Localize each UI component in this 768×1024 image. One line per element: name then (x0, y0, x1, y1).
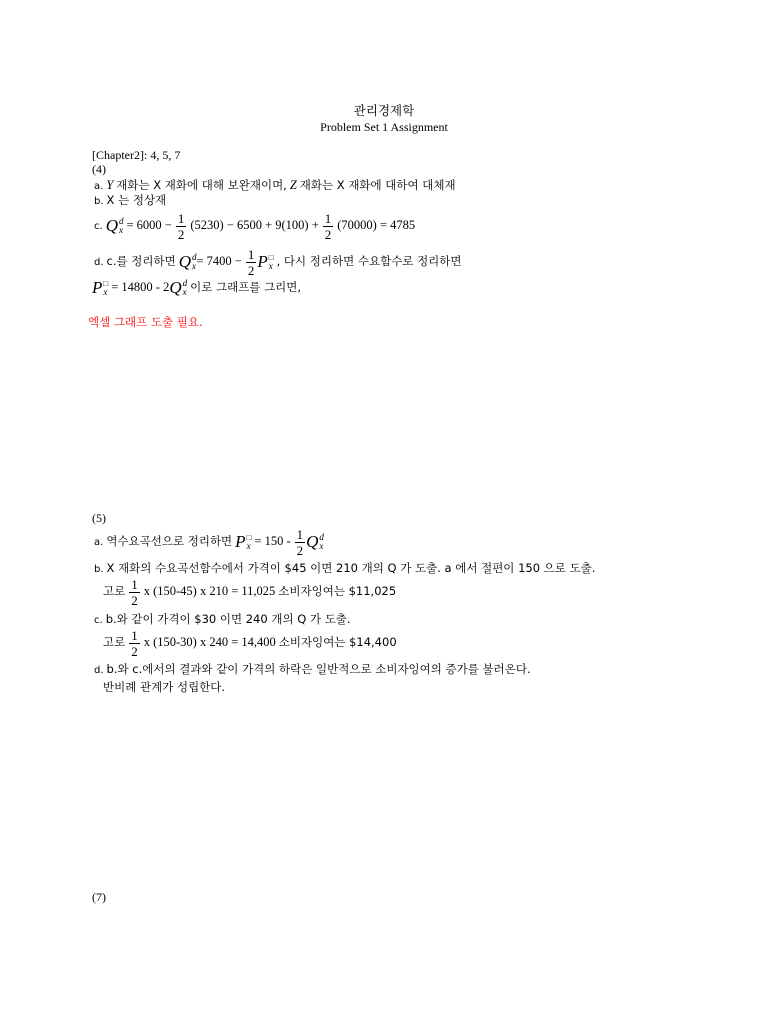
item-prefix: b. (94, 564, 104, 575)
problem-5-answer-d-continued: 반비례 관계가 성립한다. (103, 680, 226, 694)
answer-text: 역수요곡선으로 정리하면 (106, 534, 233, 548)
answer-text: 고로 (103, 635, 126, 649)
symbol-scripts (119, 217, 124, 235)
symbol-subscript: x (182, 287, 187, 298)
answer-text: 소비자잉여는 $11,025 (278, 584, 397, 598)
equation-text: = 150 - (254, 534, 291, 548)
fraction-denominator: 2 (296, 542, 304, 558)
item-prefix: a. (94, 181, 104, 192)
price-symbol (92, 279, 108, 297)
problem-4-answer-d (94, 246, 462, 278)
symbol-base: Q (178, 252, 191, 272)
problem-5-answer-a (94, 526, 324, 558)
answer-text: c.를 정리하면 (106, 254, 176, 268)
document-subtitle: Problem Set 1 Assignment (320, 120, 448, 134)
equation-text: x (150-45) x 210 = 11,025 (143, 584, 276, 598)
problem-5-answer-c-calculation (103, 627, 397, 658)
answer-text: b.와 c.에서의 결과와 같이 가격의 하락은 일반적으로 소비자잉여의 증가를 불러온다. (106, 662, 531, 676)
symbol-superscript: □ (103, 279, 109, 289)
symbol-superscript: □ (268, 253, 274, 263)
equation-text: = 7400 − (196, 254, 242, 268)
fraction-one-half (129, 629, 140, 658)
symbol-base: P (235, 532, 246, 552)
symbol-base: Q (105, 216, 118, 236)
fraction-denominator: 2 (131, 592, 138, 608)
price-symbol (235, 533, 251, 551)
problem-5-answer-d (94, 662, 531, 678)
item-prefix: d. (94, 257, 104, 268)
answer-text: 이로 그래프를 그리면, (190, 280, 302, 294)
equation-text: = 14800 - 2 (111, 280, 170, 294)
symbol-subscript: x (246, 541, 251, 552)
fraction-numerator: 1 (247, 246, 255, 262)
document-title: 관리경제학 (353, 103, 415, 118)
answer-text: 고로 (103, 584, 126, 598)
item-prefix: c. (94, 221, 103, 232)
item-prefix: b. (94, 196, 104, 207)
problem-4-answer-c (94, 210, 415, 242)
symbol-scripts (103, 279, 108, 297)
answer-text: X 재화의 수요곡선함수에서 가격이 $45 이면 210 개의 Q 가 도출. a 에서 절편이 150 으로 도출. (106, 561, 596, 575)
answer-text: 소비자잉여는 $14,400 (278, 635, 397, 649)
fraction-numerator: 1 (131, 627, 138, 643)
chapter-line: [Chapter2]: 4, 5, 7 (92, 148, 181, 162)
symbol-superscript: d (192, 252, 197, 263)
fraction-one-half (176, 212, 187, 241)
fraction-one-half (246, 248, 257, 277)
symbol-subscript: x (192, 261, 196, 272)
equation-text: = 6000 − (126, 218, 172, 232)
problem-5-answer-c (94, 612, 351, 628)
answer-text: X 는 정상재 (106, 193, 167, 207)
answer-text: b.와 같이 가격이 $30 이면 240 개의 Q 가 도출. (105, 612, 351, 626)
symbol-base: Q (169, 278, 182, 298)
symbol-superscript: d (118, 216, 124, 227)
quantity-demanded-symbol (169, 279, 187, 297)
item-prefix: a. (94, 537, 104, 548)
problem-5-label: (5) (92, 511, 106, 525)
symbol-subscript: x (268, 261, 273, 272)
fraction-numerator: 1 (324, 210, 332, 226)
equation-text: x (150-30) x 240 = 14,400 (143, 635, 276, 649)
symbol-subscript: x (103, 287, 108, 298)
price-symbol (257, 253, 273, 271)
problem-7-label: (7) (92, 890, 106, 904)
problem-4-answer-b (94, 193, 166, 209)
symbol-base: Q (306, 532, 319, 552)
symbol-subscript: x (118, 225, 123, 236)
equation-text: (5230) − 6500 + 9(100) + (190, 218, 319, 232)
symbol-superscript: d (182, 278, 188, 289)
answer-text: 재화는 X 재화에 대해 보완재이며, (116, 178, 287, 192)
good-z-variable: Z (289, 178, 297, 192)
fraction-numerator: 1 (131, 576, 138, 592)
symbol-superscript: □ (246, 533, 252, 543)
answer-text: 재화는 X 재화에 대하여 대체재 (299, 178, 456, 192)
symbol-scripts (319, 533, 324, 551)
symbol-superscript: d (319, 532, 324, 543)
good-y-variable: Y (106, 178, 114, 192)
item-prefix: c. (94, 615, 103, 626)
fraction-denominator: 2 (247, 262, 255, 278)
fraction-one-half (129, 578, 140, 607)
quantity-demanded-symbol (179, 253, 197, 271)
answer-text: , 다시 정리하면 수요함수로 정리하면 (276, 254, 462, 268)
fraction-numerator: 1 (177, 210, 185, 226)
problem-4-answer-a (94, 178, 456, 194)
quantity-demanded-symbol (106, 217, 124, 235)
fraction-denominator: 2 (131, 643, 138, 659)
problem-5-answer-b-calculation (103, 576, 396, 607)
fraction-one-half (295, 528, 306, 557)
fraction-denominator: 2 (177, 226, 185, 242)
problem-4-label: (4) (92, 162, 106, 176)
problem-5-answer-b (94, 561, 595, 577)
symbol-scripts (183, 279, 188, 297)
fraction-numerator: 1 (296, 526, 304, 542)
symbol-scripts (269, 253, 274, 271)
symbol-subscript: x (319, 541, 324, 552)
quantity-demanded-symbol (306, 533, 324, 551)
symbol-base: P (257, 252, 268, 272)
symbol-scripts (247, 533, 252, 551)
equation-text: (70000) = 4785 (337, 218, 416, 232)
symbol-base: P (92, 278, 103, 298)
item-prefix: d. (94, 665, 104, 676)
fraction-one-half (323, 212, 334, 241)
fraction-denominator: 2 (324, 226, 332, 242)
excel-graph-note: 엑셀 그래프 도출 필요. (88, 315, 203, 329)
problem-4-answer-d-continued (92, 278, 301, 297)
